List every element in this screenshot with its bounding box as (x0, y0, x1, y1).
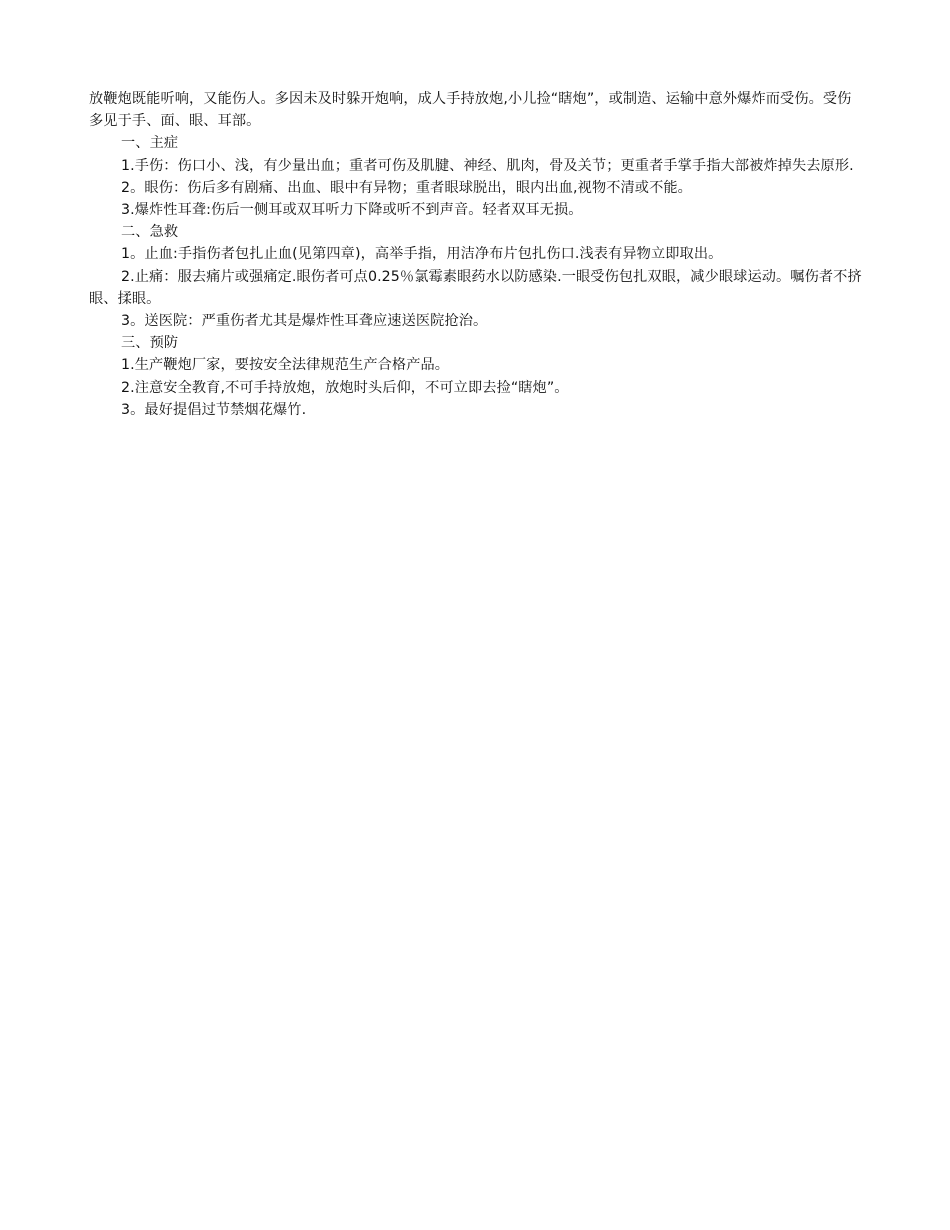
section-heading-prevention: 三、预防 (121, 335, 179, 352)
prevention-ban: 3。最好提倡过节禁烟花爆竹. (121, 401, 307, 418)
document-body (89, 88, 862, 421)
section-heading-symptoms: 一、主症 (121, 135, 179, 152)
intro-paragraph: 放鞭炮既能听响，又能伤人。多因未及时躲开炮响，成人手持放炮,小儿捡“瞎炮”，或制造、运输中意外爆炸而受伤。受伤多见于手、面、眼、耳部。 (89, 91, 852, 130)
prevention-education: 2.注意安全教育,不可手持放炮，放炮时头后仰，不可立即去捡“瞎炮”。 (121, 379, 569, 396)
symptom-eye-injury: 2。眼伤：伤后多有剧痛、出血、眼中有异物；重者眼球脱出，眼内出血,视物不清或不能。 (121, 179, 692, 196)
symptom-hand-injury: 1.手伤：伤口小、浅，有少量出血；重者可伤及肌腱、神经、肌肉，骨及关节；更重者手掌手指大部被炸掉失去原形. (121, 157, 854, 174)
section-heading-first-aid: 二、急救 (121, 224, 179, 241)
first-aid-stop-bleeding: 1。止血:手指伤者包扎止血(见第四章)，高举手指，用洁净布片包扎伤口.浅表有异物立即取出。 (121, 246, 723, 263)
first-aid-pain-relief: 2.止痛：服去痛片或强痛定.眼伤者可点0.25％氯霉素眼药水以防感染.一眼受伤包扎双眼，减少眼球运动。嘱伤者不挤眼、揉眼。 (89, 268, 862, 307)
symptom-blast-deafness: 3.爆炸性耳聋:伤后一侧耳或双耳听力下降或听不到声音。轻者双耳无损。 (121, 202, 583, 219)
prevention-manufacturing: 1.生产鞭炮厂家，要按安全法律规范生产合格产品。 (121, 357, 450, 374)
first-aid-hospital: 3。送医院：严重伤者尤其是爆炸性耳聋应速送医院抢治。 (121, 313, 488, 330)
